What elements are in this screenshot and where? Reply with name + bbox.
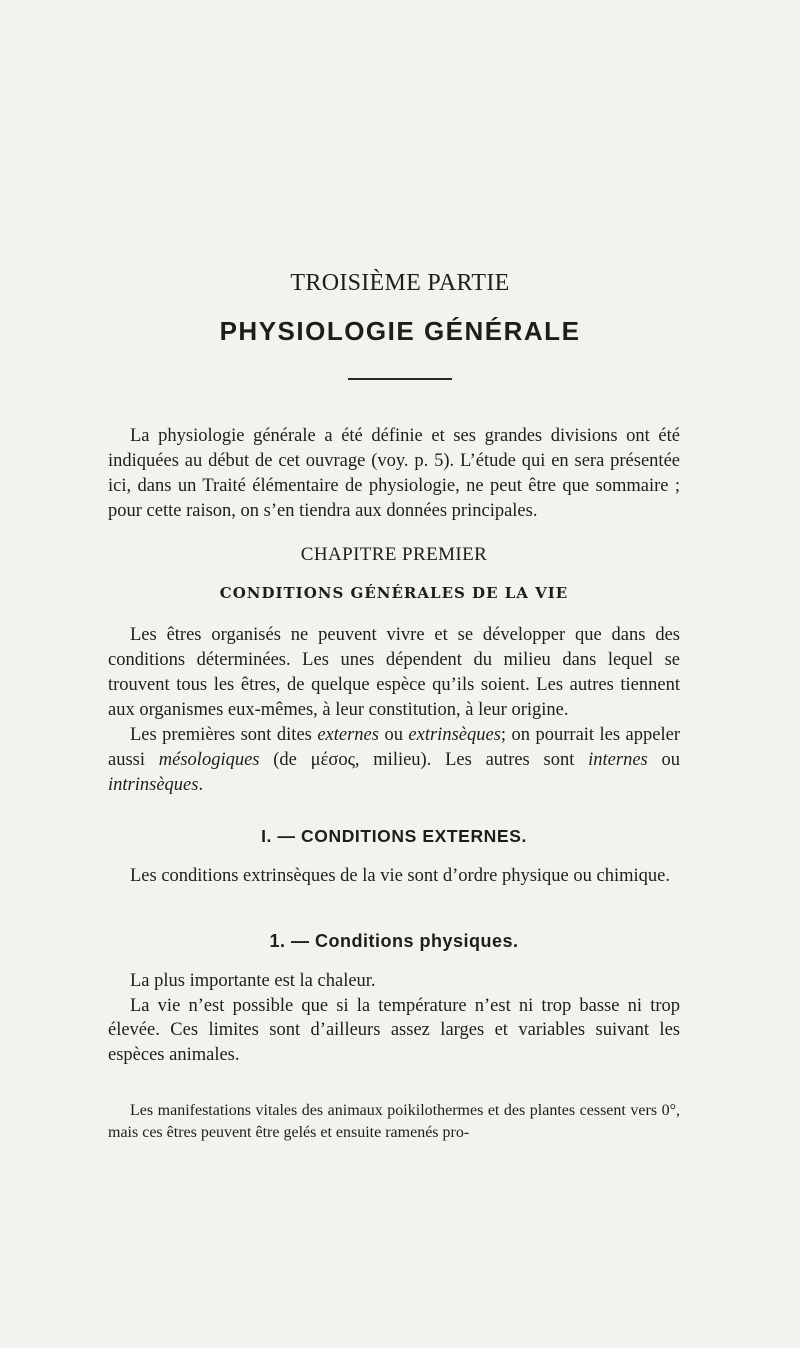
chapter-heading	[108, 544, 680, 566]
section-heading	[108, 826, 680, 847]
subsection-paragraph-2: La vie n’est possible que si la température n’est ni trop basse ni trop élevée. Ces limites sont d’ailleurs assez larges et variables suivant les espèces animales.	[108, 995, 680, 1065]
chapter-label: CHAPITRE PREMIER	[300, 544, 488, 565]
chapter-title-block	[108, 584, 680, 602]
part-title: PHYSIOLOGIE GÉNÉRALE	[219, 316, 581, 346]
section-paragraph: Les conditions extrinsèques de la vie sont d’ordre physique ou chimique.	[130, 866, 670, 886]
section-body	[108, 864, 680, 889]
chapter-body	[108, 623, 680, 798]
subsection-body	[108, 969, 680, 1067]
section-title: I. — CONDITIONS EXTERNES.	[261, 826, 527, 846]
subsection-paragraph-1: La plus importante est la chaleur.	[130, 971, 376, 991]
footnote-block	[108, 1100, 680, 1144]
title-divider	[348, 378, 452, 380]
chapter-title: CONDITIONS GÉNÉRALES DE LA VIE	[219, 584, 569, 602]
chapter-paragraph-1: Les êtres organisés ne peuvent vivre et se développer que dans des conditions déterminées. Les unes dépendent du milieu dans lequel se trouvent tous les êtres, de quelque espèce qu’ils soient. Les autres tiennent aux organismes eux-mêmes, à leur constitution, à leur origine.	[108, 625, 680, 720]
chapter-paragraph-2: Les premières sont dites externes ou extrinsèques; on pourrait les appeler aussi mésologiques (de μέσος, milieu). Les autres sont internes ou intrinsèques.	[108, 725, 681, 795]
note-paragraph: Les manifestations vitales des animaux poikilothermes et des plantes cessent vers 0°, mais ces êtres peuvent être gelés et ensuite ramenés pro-	[108, 1102, 680, 1141]
subsection-heading	[108, 931, 680, 952]
subsection-title: 1. — Conditions physiques.	[269, 931, 519, 951]
intro-paragraph: La physiologie générale a été définie et ses grandes divisions ont été indiquées au début de cet ouvrage (voy. p. 5). L’étude qui en sera présentée ici, dans un Traité élémentaire de physiologie, ne peut être que sommaire ; pour cette raison, on s’en tiendra aux données principales.	[108, 426, 680, 521]
intro-block	[108, 424, 680, 524]
part-label: TROISIÈME PARTIE	[290, 270, 510, 296]
